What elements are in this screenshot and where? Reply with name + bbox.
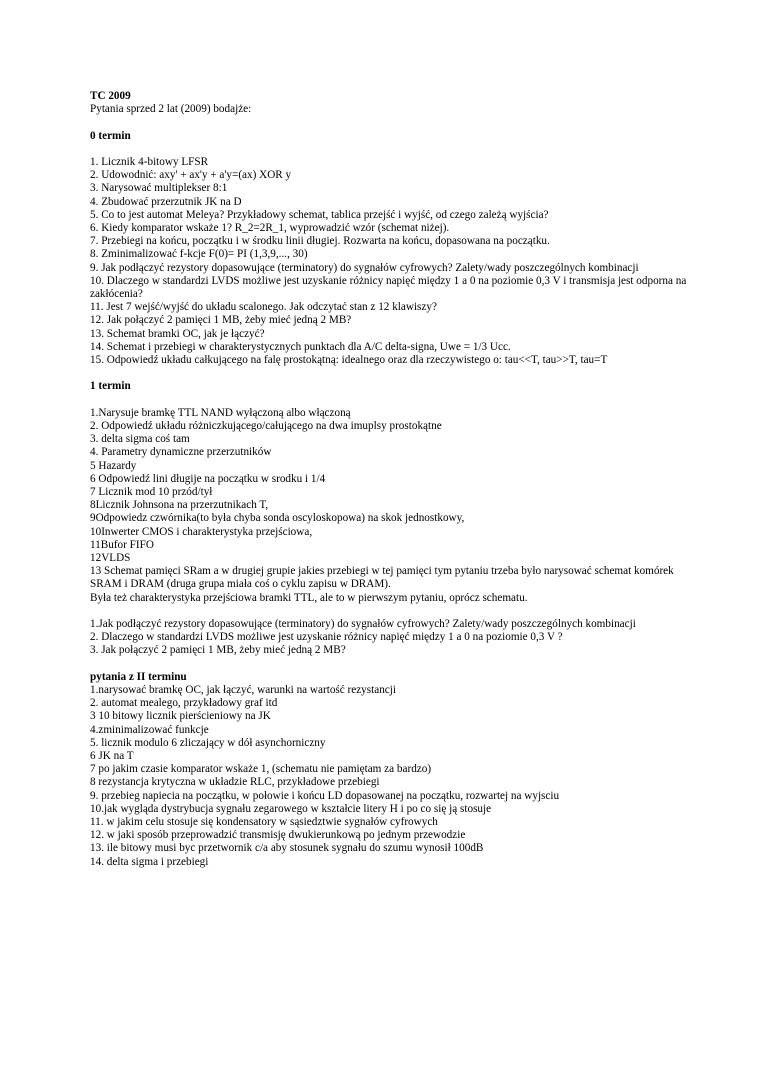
- list-item: 1.Jak podłączyć rezystory dopasowujące (terminatory) do sygnałów cyfrowych? Zalety/wady poszczególnych kombinacji: [90, 618, 636, 631]
- section-title-ii-termin: pytania z II terminu: [90, 670, 187, 683]
- spacer: [90, 116, 690, 129]
- list-item: 13. Schemat bramki OC, jak je łączyć?: [90, 327, 265, 340]
- list-item: 12. Jak połączyć 2 pamięci 1 MB, żeby mieć jedną 2 MB?: [90, 314, 352, 327]
- list-item: 4. Zbudować przerzutnik JK na D: [90, 195, 242, 208]
- list-item: 3. Jak połączyć 2 pamięci 1 MB, żeby mieć jedną 2 MB?: [90, 644, 346, 657]
- list-item: 5 Hazardy: [90, 459, 137, 472]
- list-item: 9. przebieg napiecia na początku, w połowie i końcu LD dopasowanej na początku, rozwartej na wyjsciu: [90, 789, 560, 802]
- list-item: 11. Jest 7 wejść/wyjść do układu scalonego. Jak odczytać stan z 12 klawiszy?: [90, 301, 437, 314]
- list-item: 13. ile bitowy musi byc przetwornik c/a aby stosunek sygnału do szumu wynosił 100dB: [90, 842, 484, 855]
- list-item: 8. Zminimalizować f-kcje F(0)= PI (1,3,9,..., 30): [90, 248, 308, 261]
- list-item: 1.Narysuje bramkę TTL NAND wyłączoną albo włączoną: [90, 406, 351, 419]
- list-item: Była też charakterystyka przejściowa bramki TTL, ale to w pierwszym pytaniu, oprócz schematu.: [90, 591, 528, 604]
- list-item: 2. Udowodnić: axy' + ax'y + a'y=(ax) XOR y: [90, 169, 292, 182]
- list-item: 10Inwerter CMOS i charakterystyka przejściowa,: [90, 525, 313, 538]
- list-item: 14. Schemat i przebiegi w charakterystycznych punktach dla A/C delta-signa, Uwe = 1/3 Ucc.: [90, 340, 511, 353]
- list-item: 5. Co to jest automat Meleya? Przykładowy schemat, tablica przejść i wyjść, od czego zależą wyjścia?: [90, 208, 549, 221]
- list-item: 2. automat mealego, przykładowy graf itd: [90, 697, 278, 710]
- list-item: 12VLDS: [90, 552, 131, 565]
- document-title: TC 2009: [90, 90, 131, 102]
- document-body: [90, 90, 690, 869]
- list-item: 9. Jak podłączyć rezystory dopasowujące (terminatory) do sygnałów cyfrowych? Zalety/wady poszczególnych kombinacji: [90, 261, 639, 274]
- list-item: 11. w jakim celu stosuje się kondensatory w sąsiedztwie sygnałów cyfrowych: [90, 816, 438, 829]
- list-item: 6. Kiedy komparator wskaże 1? R_2=2R_1, wyprowadzić wzór (schemat niżej).: [90, 222, 450, 234]
- list-item: 7 Licznik mod 10 przód/tył: [90, 486, 213, 499]
- list-item: 6 JK na T: [90, 750, 134, 763]
- spacer: [90, 394, 690, 407]
- list-item: 3 10 bitowy licznik pierścieniowy na JK: [90, 710, 271, 723]
- list-item: 4.zminimalizować funkcje: [90, 723, 209, 736]
- list-item: 1.narysować bramkę OC, jak łączyć, warunki na wartość rezystancji: [90, 684, 396, 697]
- list-item: 10.jak wygląda dystrybucja sygnału zegarowego w kształcie litery H i po co się ją stosuje: [90, 802, 492, 815]
- list-item: 15. Odpowiedź układu całkującego na falę prostokątną: idealnego oraz dla rzeczywistego o: tau<<T, tau>>T, tau=T: [90, 354, 608, 367]
- list-item: 14. delta sigma i przebiegi: [90, 855, 209, 868]
- list-item: 5. licznik modulo 6 zliczający w dół asynchorniczny: [90, 736, 326, 749]
- list-item: 3. delta sigma coś tam: [90, 433, 190, 446]
- list-item: 13 Schemat pamięci SRam a w drugiej grupie jakies przebiegi w tej pamięci tym pytaniu trzeba było narysować schemat komórek SRAM i DRAM (druga grupa miała coś o cyklu zapisu w DRAM).: [90, 565, 674, 591]
- list-item: 4. Parametry dynamiczne przerzutników: [90, 446, 272, 459]
- list-item: 9Odpowiedz czwórnika(to była chyba sonda oscyloskopowa) na skok jednostkowy,: [90, 512, 465, 525]
- list-item: 11Bufor FIFO: [90, 538, 154, 551]
- list-item: 7 po jakim czasie komparator wskaże 1, (schematu nie pamiętam za bardzo): [90, 763, 432, 776]
- spacer: [90, 658, 690, 671]
- spacer: [90, 367, 690, 380]
- list-item: 1. Licznik 4-bitowy LFSR: [90, 155, 209, 168]
- intro-text: Pytania sprzed 2 lat (2009) bodajże:: [90, 103, 252, 116]
- list-item: 3. Narysować multiplekser 8:1: [90, 182, 228, 195]
- list-item: 8 rezystancja krytyczna w układzie RLC, przykładowe przebiegi: [90, 776, 380, 789]
- list-item: 8Licznik Johnsona na przerzutnikach T,: [90, 499, 269, 512]
- list-item: 10. Dlaczego w standardzi LVDS możliwe jest uzyskanie różnicy napięć między 1 a 0 na poziomie 0,3 V i transmisja jest odporna na zakłócenia?: [90, 274, 687, 301]
- section-title-1-termin: 1 termin: [90, 380, 131, 393]
- list-item: 2. Dlaczego w standardzi LVDS możliwe jest uzyskanie różnicy napięć między 1 a 0 na poziomie 0,3 V ?: [90, 631, 563, 644]
- spacer: [90, 605, 690, 618]
- list-item: 12. w jaki sposób przeprowadzić transmisję dwukierunkową po jednym przewodzie: [90, 829, 466, 842]
- spacer: [90, 143, 690, 156]
- list-item: 2. Odpowiedź układu różniczkującego/całującego na dwa imuplsy prostokątne: [90, 420, 442, 433]
- list-item: 6 Odpowiedź lini długije na początku w srodku i 1/4: [90, 472, 326, 485]
- list-item: 7. Przebiegi na końcu, początku i w środku linii długiej. Rozwarta na końcu, dopasowana na początku.: [90, 235, 550, 248]
- section-title-0-termin: 0 termin: [90, 129, 131, 142]
